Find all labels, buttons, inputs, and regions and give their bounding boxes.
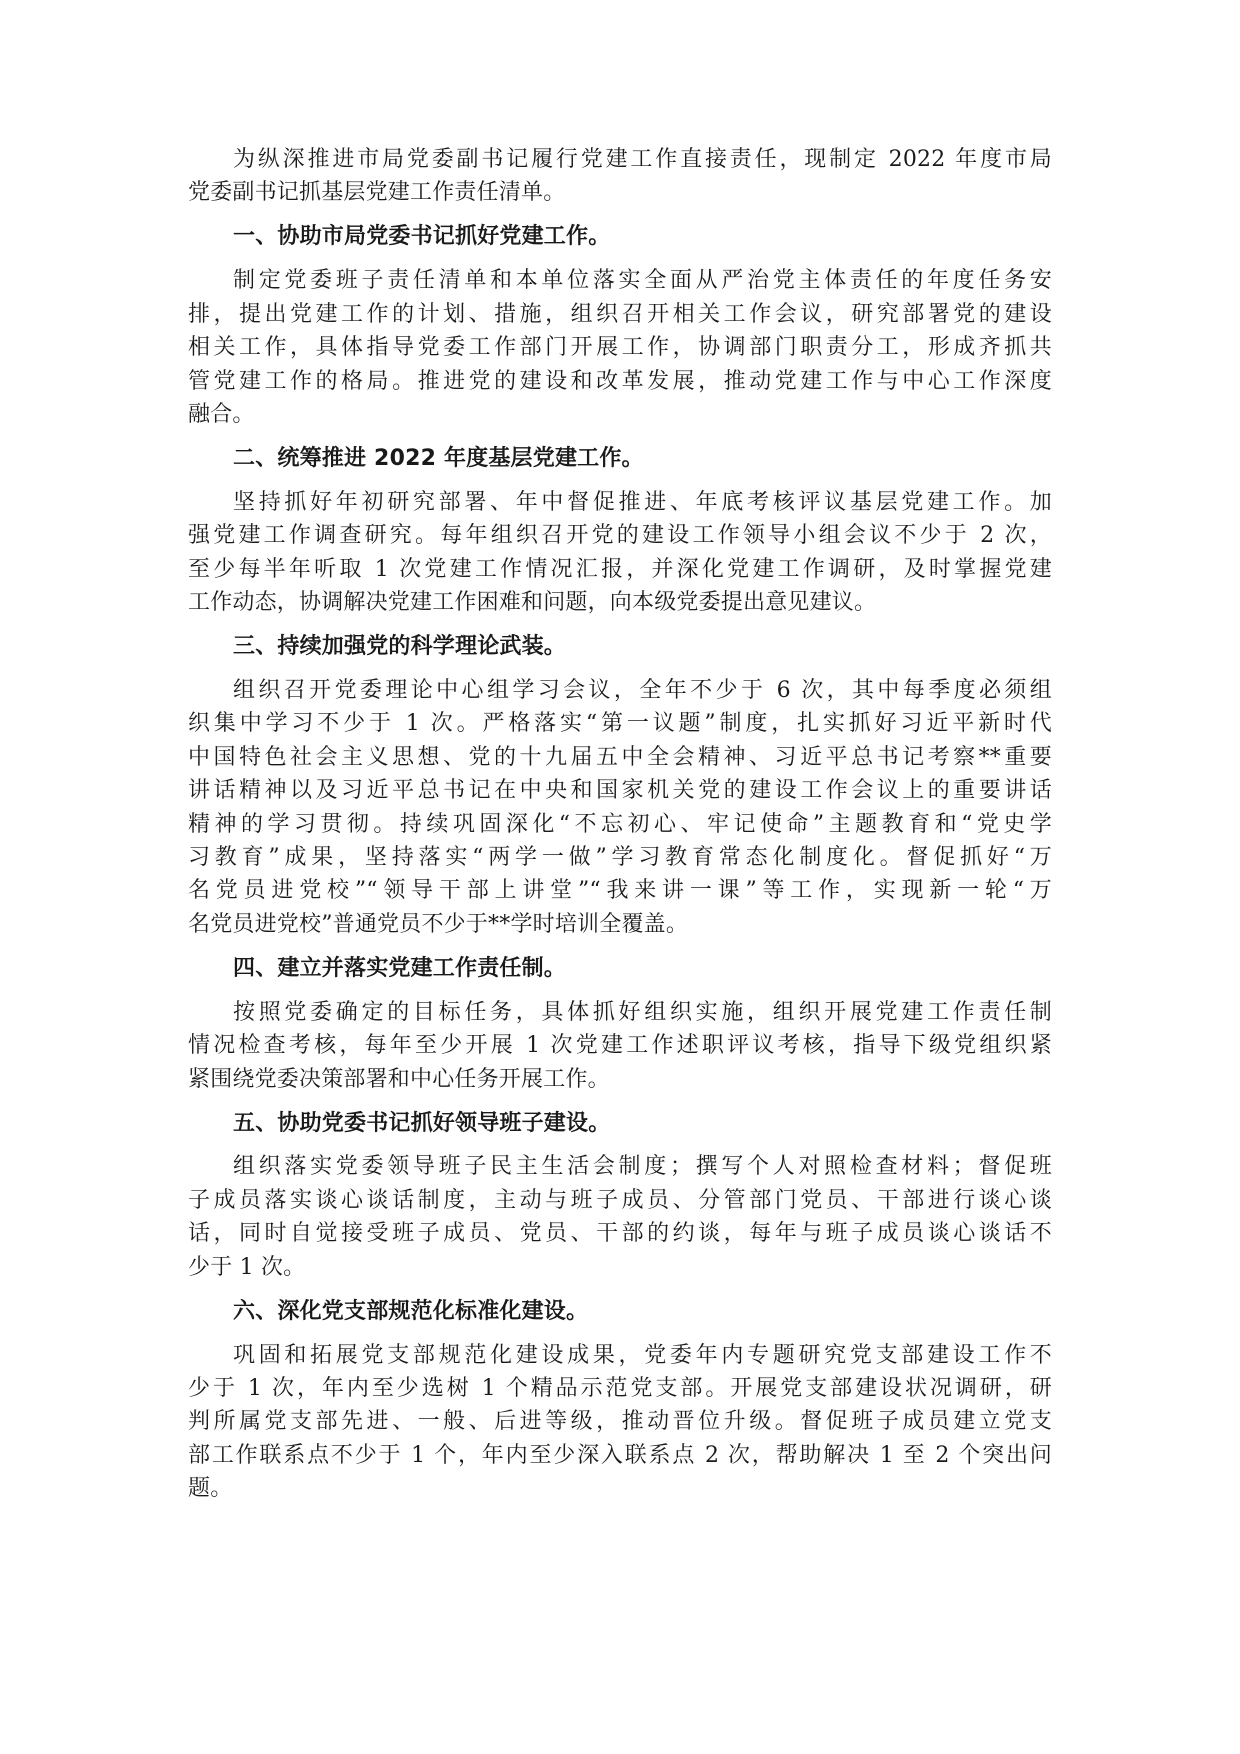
text-line: 精神的学习贯彻。持续巩固深化“不忘初心、牢记使命”主题教育和“党史学	[188, 811, 1052, 837]
text-line: 情况检查考核，每年至少开展 1 次党建工作述职评议考核，指导下级党组织紧	[188, 1033, 1052, 1059]
text-line: 排，提出党建工作的计划、措施，组织召开相关工作会议，研究部署党的建设	[188, 301, 1052, 327]
text-line: 为纵深推进市局党委副书记履行党建工作直接责任，现制定 2022 年度市局	[233, 147, 1052, 172]
text-line: 织集中学习不少于 1 次。严格落实“第一议题”制度，扎实抓好习近平新时代	[188, 711, 1052, 737]
text-line: 融合。	[188, 401, 255, 427]
text-line: 至少每半年听取 1 次党建工作情况汇报，并深化党建工作调研，及时掌握党建	[188, 556, 1052, 582]
text-line: 党委副书记抓基层党建工作责任清单。	[188, 180, 566, 206]
text-line: 制定党委班子责任清单和本单位落实全面从严治党主体责任的年度任务安	[233, 268, 1052, 294]
text-line: 四、建立并落实党建工作责任制。	[233, 955, 567, 981]
section-heading	[188, 442, 1052, 475]
section-heading	[188, 630, 1052, 663]
text-line: 习教育”成果，坚持落实“两学一做”学习教育常态化制度化。督促抓好“万	[188, 844, 1052, 870]
text-line: 三、持续加强党的科学理论武装。	[233, 634, 567, 660]
text-line: 名党员进党校”普通党员不少于**学时培训全覆盖。	[188, 911, 689, 937]
text-line: 相关工作，具体指导党委工作部门开展工作，协调部门职责分工，形成齐抓共	[188, 335, 1052, 361]
paragraph	[188, 996, 1052, 1096]
document-body	[188, 143, 1052, 1506]
text-line: 二、统筹推进 2022 年度基层党建工作。	[233, 445, 644, 471]
paragraph	[188, 1150, 1052, 1284]
text-line: 题。	[188, 1476, 233, 1502]
text-line: 一、协助市局党委书记抓好党建工作。	[233, 224, 611, 250]
text-line: 组织落实党委领导班子民主生活会制度；撰写个人对照检查材料；督促班	[233, 1154, 1052, 1180]
text-line: 管党建工作的格局。推进党的建设和改革发展，推动党建工作与中心工作深度	[188, 368, 1052, 394]
paragraph	[188, 264, 1052, 431]
text-line: 按照党委确定的目标任务，具体抓好组织实施，组织开展党建工作责任制	[233, 999, 1052, 1025]
text-line: 子成员落实谈心谈话制度，主动与班子成员、分管部门党员、干部进行谈心谈	[188, 1187, 1052, 1213]
text-line: 话，同时自觉接受班子成员、党员、干部的约谈，每年与班子成员谈心谈话不	[188, 1221, 1052, 1247]
text-line: 部工作联系点不少于 1 个，年内至少深入联系点 2 次，帮助解决 1 至 2 个突出问	[188, 1442, 1052, 1468]
text-line: 五、协助党委书记抓好领导班子建设。	[233, 1110, 611, 1136]
text-line: 少于 1 次，年内至少选树 1 个精品示范党支部。开展党支部建设状况调研，研	[188, 1376, 1052, 1402]
text-line: 坚持抓好年初研究部署、年中督促推进、年底考核评议基层党建工作。加	[233, 489, 1052, 515]
text-line: 强党建工作调查研究。每年组织召开党的建设工作领导小组会议不少于 2 次，	[188, 523, 1052, 549]
paragraph	[188, 143, 1052, 210]
section-heading	[188, 952, 1052, 985]
text-line: 工作动态，协调解决党建工作困难和问题，向本级党委提出意见建议。	[188, 590, 877, 616]
text-line: 组织召开党委理论中心组学习会议，全年不少于 6 次，其中每季度必须组	[233, 678, 1052, 704]
text-line: 巩固和拓展党支部规范化建设成果，党委年内专题研究党支部建设工作不	[233, 1342, 1052, 1368]
paragraph	[188, 1339, 1052, 1506]
text-line: 判所属党支部先进、一般、后进等级，推动晋位升级。督促班子成员建立党支	[188, 1409, 1052, 1435]
paragraph	[188, 486, 1052, 620]
section-heading	[188, 1295, 1052, 1328]
text-line: 名党员进党校”“领导干部上讲堂”“我来讲一课”等工作，实现新一轮“万	[188, 878, 1052, 904]
text-line: 讲话精神以及习近平总书记在中央和国家机关党的建设工作会议上的重要讲话	[188, 778, 1052, 804]
text-line: 六、深化党支部规范化标准化建设。	[233, 1298, 589, 1324]
text-line: 中国特色社会主义思想、党的十九届五中全会精神、习近平总书记考察**重要	[188, 744, 1052, 770]
paragraph	[188, 674, 1052, 941]
section-heading	[188, 1107, 1052, 1140]
text-line: 紧围绕党委决策部署和中心任务开展工作。	[188, 1066, 610, 1092]
section-heading	[188, 220, 1052, 253]
text-line: 少于 1 次。	[188, 1254, 306, 1280]
